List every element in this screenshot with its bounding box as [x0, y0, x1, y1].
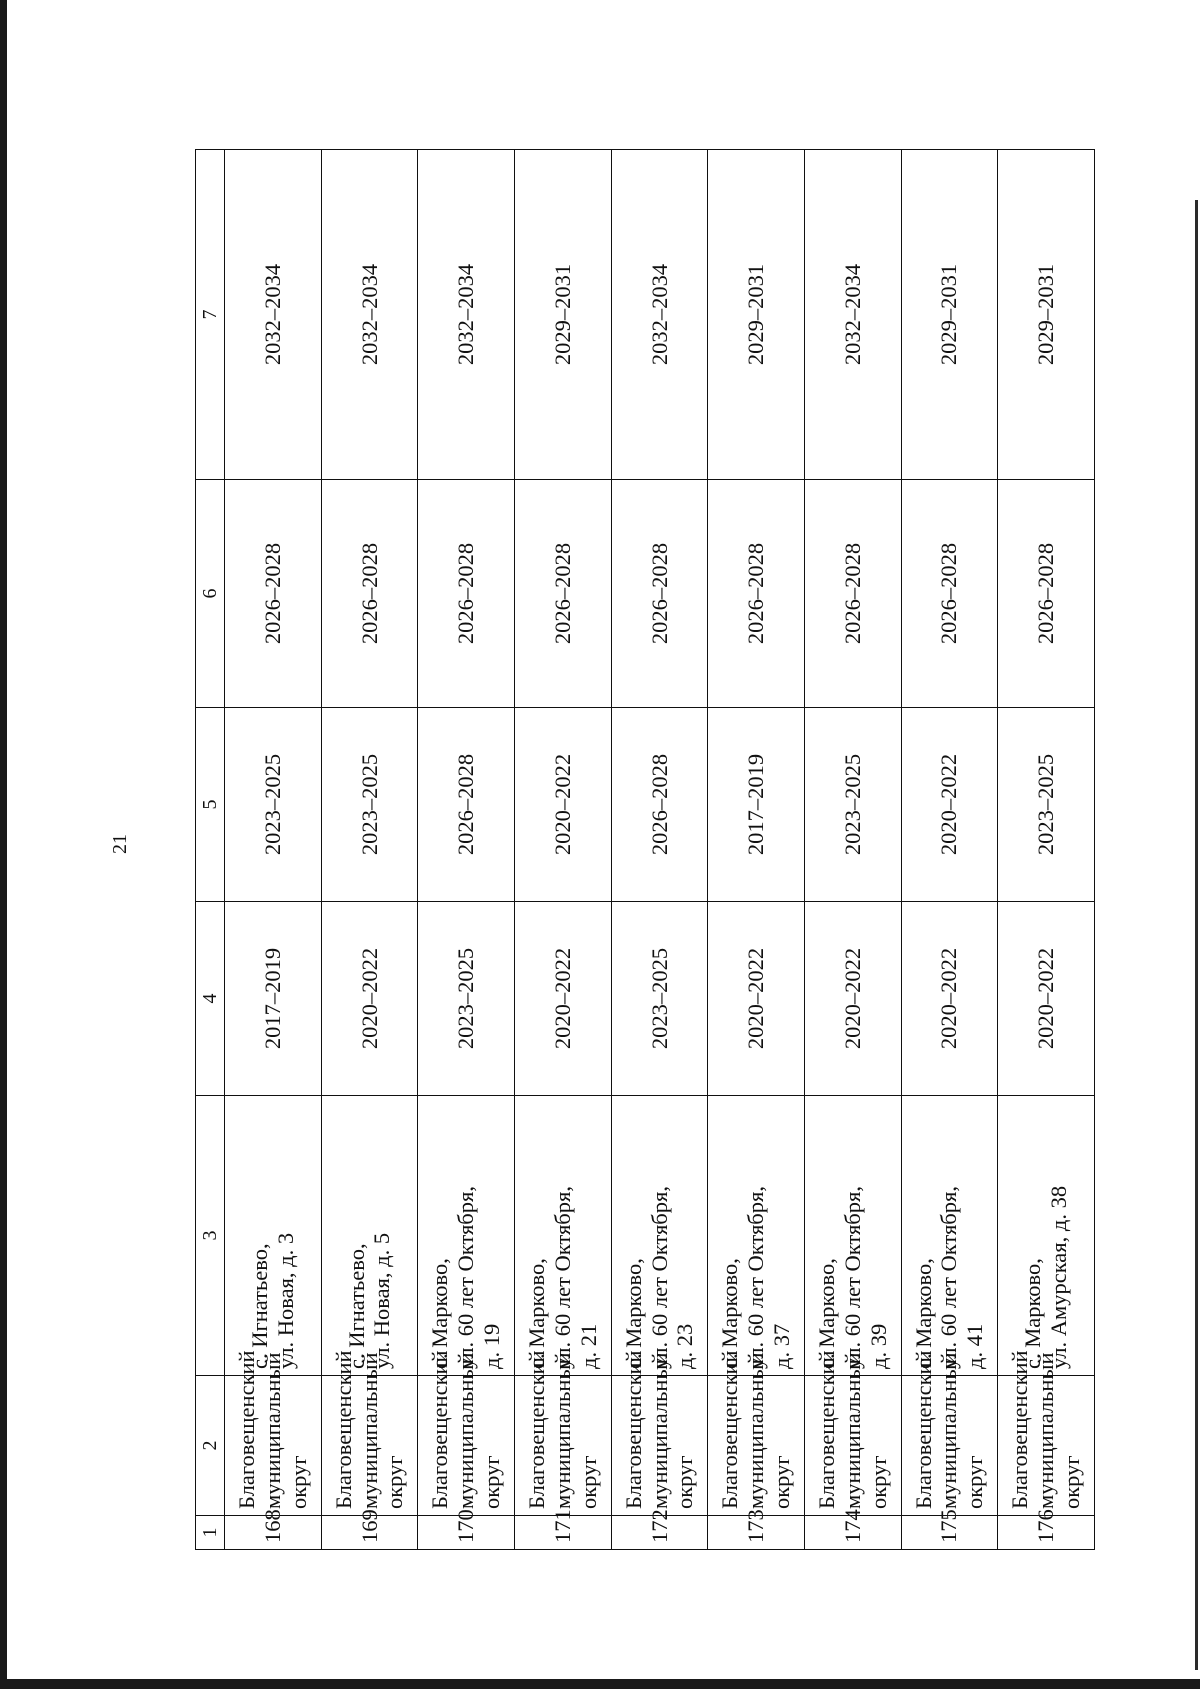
address-cell [225, 1096, 322, 1376]
table-row [611, 150, 708, 1550]
period-cell-6: 2026–2028 [998, 480, 1095, 708]
district-cell-line: Благовещенский [523, 1350, 549, 1509]
row-number: 176 [998, 1516, 1095, 1550]
address-cell-line: ул. 60 лет Октября, [646, 1186, 672, 1369]
district-cell-line: муниципальный [743, 1352, 769, 1509]
address-cell-line: ул. 60 лет Октября, [453, 1186, 479, 1369]
column-number: 6 [196, 480, 225, 708]
scan-edge-bottom [0, 1679, 1200, 1689]
period-cell-6: 2026–2028 [225, 480, 322, 708]
period-cell-7: 2032–2034 [418, 150, 515, 480]
period-cell-5: 2023–2025 [998, 708, 1095, 902]
period-cell-5: 2020–2022 [514, 708, 611, 902]
address-cell-line: ул. 60 лет Октября, [743, 1186, 769, 1369]
district-cell [901, 1350, 998, 1516]
row-number: 173 [708, 1516, 805, 1550]
period-cell-6: 2026–2028 [901, 480, 998, 708]
period-cell-5: 2026–2028 [611, 708, 708, 902]
address-cell-line: д. 21 [575, 1323, 601, 1369]
scan-edge-left [0, 0, 7, 1689]
column-number: 3 [196, 1096, 225, 1376]
period-cell-7: 2029–2031 [998, 150, 1095, 480]
period-cell-4: 2020–2022 [321, 902, 418, 1096]
address-cell-line: с. Марково, [813, 1258, 839, 1369]
district-cell-line: Благовещенский [427, 1350, 453, 1509]
period-cell-6: 2026–2028 [514, 480, 611, 708]
address-cell-line: с. Марково, [910, 1258, 936, 1369]
district-cell [708, 1350, 805, 1516]
address-cell-line: д. 41 [962, 1323, 988, 1369]
period-cell-5: 2020–2022 [901, 708, 998, 902]
period-cell-7: 2032–2034 [804, 150, 901, 480]
district-cell-line: округ [382, 1455, 408, 1509]
period-cell-6: 2026–2028 [321, 480, 418, 708]
district-cell-line: округ [962, 1455, 988, 1509]
address-cell [611, 1096, 708, 1376]
period-cell-4: 2020–2022 [708, 902, 805, 1096]
district-cell-line: округ [1059, 1455, 1085, 1509]
district-cell-line: Благовещенский [330, 1350, 356, 1509]
page-number: 21 [109, 834, 131, 854]
address-cell-line: с. Игнатьево, [343, 1243, 369, 1369]
address-cell-line: д. 19 [479, 1323, 505, 1369]
address-cell-line: д. 23 [672, 1323, 698, 1369]
address-cell [321, 1096, 418, 1376]
district-cell-line: Благовещенский [620, 1350, 646, 1509]
address-cell-line: с. Игнатьево, [246, 1243, 272, 1369]
address-cell [708, 1096, 805, 1376]
district-cell-line: муниципальный [839, 1352, 865, 1509]
period-cell-6: 2026–2028 [611, 480, 708, 708]
address-cell [514, 1096, 611, 1376]
table-body [225, 150, 1095, 1550]
table-row [225, 150, 322, 1550]
address-cell [418, 1096, 515, 1376]
column-number: 1 [196, 1516, 225, 1550]
district-cell [998, 1350, 1095, 1516]
district-cell-line: Благовещенский [813, 1350, 839, 1509]
table-row [708, 150, 805, 1550]
address-cell-line: ул. Новая, д. 5 [369, 1232, 395, 1369]
district-cell-line: округ [575, 1455, 601, 1509]
period-cell-4: 2020–2022 [901, 902, 998, 1096]
period-cell-5: 2023–2025 [225, 708, 322, 902]
row-number: 168 [225, 1516, 322, 1550]
address-cell-line: ул. 60 лет Октября, [936, 1186, 962, 1369]
address-cell-line: с. Марково, [620, 1258, 646, 1369]
period-cell-7: 2029–2031 [708, 150, 805, 480]
address-cell-line: ул. 60 лет Октября, [839, 1186, 865, 1369]
address-cell [998, 1096, 1095, 1376]
district-cell [225, 1350, 322, 1516]
period-cell-5: 2023–2025 [804, 708, 901, 902]
rotated-table-wrapper [195, 150, 1095, 1550]
period-cell-4: 2017–2019 [225, 902, 322, 1096]
address-cell [804, 1096, 901, 1376]
period-cell-7: 2032–2034 [321, 150, 418, 480]
address-cell-line: с. Марково, [1020, 1258, 1046, 1369]
address-cell-line: д. 39 [865, 1323, 891, 1369]
row-number: 175 [901, 1516, 998, 1550]
column-number: 4 [196, 902, 225, 1096]
column-number-row [196, 150, 225, 1550]
district-cell-line: округ [479, 1455, 505, 1509]
address-cell [901, 1096, 998, 1376]
period-cell-4: 2020–2022 [514, 902, 611, 1096]
district-cell-line: округ [672, 1455, 698, 1509]
period-cell-5: 2026–2028 [418, 708, 515, 902]
district-cell-line: муниципальный [453, 1352, 479, 1509]
period-cell-7: 2032–2034 [611, 150, 708, 480]
address-cell-line: ул. Новая, д. 3 [272, 1232, 298, 1369]
table-row [998, 150, 1095, 1550]
address-cell-line: ул. Амурская, д. 38 [1046, 1185, 1072, 1369]
row-number: 172 [611, 1516, 708, 1550]
district-cell [611, 1350, 708, 1516]
row-number: 171 [514, 1516, 611, 1550]
district-cell-line: Благовещенский [717, 1350, 743, 1509]
district-cell-line: муниципальный [356, 1352, 382, 1509]
address-cell-line: с. Марково, [717, 1258, 743, 1369]
table-row [901, 150, 998, 1550]
period-cell-6: 2026–2028 [708, 480, 805, 708]
district-cell [514, 1350, 611, 1516]
period-cell-5: 2017–2019 [708, 708, 805, 902]
period-cell-6: 2026–2028 [418, 480, 515, 708]
district-cell-line: муниципальный [549, 1352, 575, 1509]
row-number: 174 [804, 1516, 901, 1550]
table-row [804, 150, 901, 1550]
period-cell-5: 2023–2025 [321, 708, 418, 902]
period-cell-7: 2029–2031 [514, 150, 611, 480]
address-cell-line: с. Марково, [523, 1258, 549, 1369]
district-cell-line: муниципальный [259, 1352, 285, 1509]
period-cell-7: 2029–2031 [901, 150, 998, 480]
scan-edge-right [1195, 200, 1198, 1670]
row-number: 170 [418, 1516, 515, 1550]
table-row [418, 150, 515, 1550]
period-cell-7: 2032–2034 [225, 150, 322, 480]
district-cell-line: муниципальный [1033, 1352, 1059, 1509]
period-cell-6: 2026–2028 [804, 480, 901, 708]
table-row [321, 150, 418, 1550]
column-number: 5 [196, 708, 225, 902]
district-cell [418, 1350, 515, 1516]
district-cell-line: округ [769, 1455, 795, 1509]
table-row [514, 150, 611, 1550]
district-cell-line: Благовещенский [910, 1350, 936, 1509]
address-cell-line: д. 37 [769, 1323, 795, 1369]
address-cell-line: ул. 60 лет Октября, [549, 1186, 575, 1369]
address-cell-line: с. Марково, [427, 1258, 453, 1369]
period-cell-4: 2020–2022 [804, 902, 901, 1096]
column-number: 2 [196, 1376, 225, 1516]
period-cell-4: 2020–2022 [998, 902, 1095, 1096]
period-cell-4: 2023–2025 [611, 902, 708, 1096]
district-cell [321, 1350, 418, 1516]
district-cell-line: Благовещенский [234, 1350, 260, 1509]
district-cell-line: Благовещенский [1007, 1350, 1033, 1509]
row-number: 169 [321, 1516, 418, 1550]
district-cell-line: округ [285, 1455, 311, 1509]
district-cell-line: округ [865, 1455, 891, 1509]
schedule-table [195, 149, 1095, 1550]
period-cell-4: 2023–2025 [418, 902, 515, 1096]
column-number: 7 [196, 150, 225, 480]
district-cell-line: муниципальный [936, 1352, 962, 1509]
district-cell-line: муниципальный [646, 1352, 672, 1509]
district-cell [804, 1350, 901, 1516]
